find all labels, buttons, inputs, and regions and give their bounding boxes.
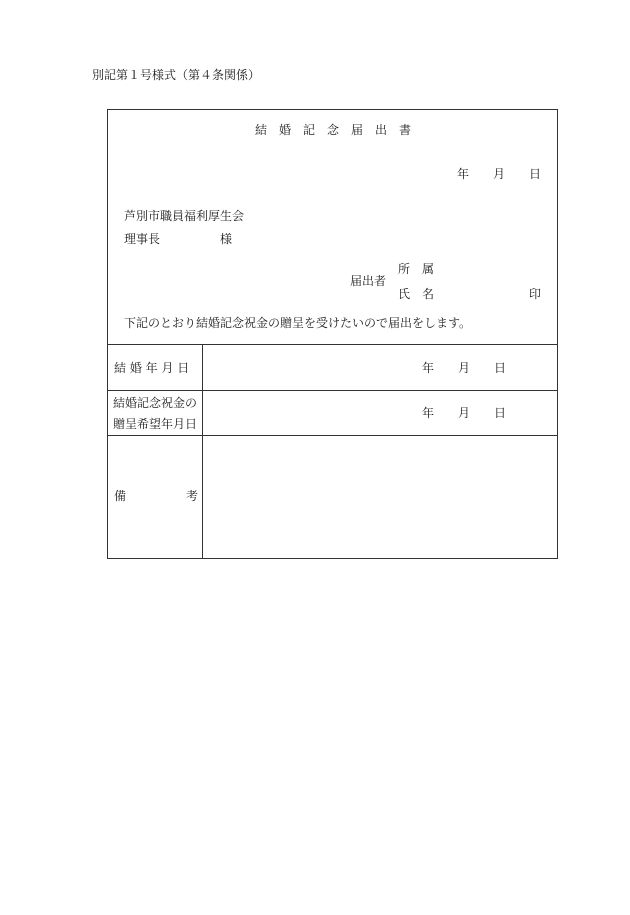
form-title: 結 婚 記 念 届 出 書: [255, 123, 412, 137]
seal-label: 印: [529, 287, 542, 301]
marriage-date-year: 年: [422, 361, 435, 375]
gift-date-label-line1: 結婚記念祝金の: [113, 396, 198, 410]
gift-date-year: 年: [422, 406, 435, 420]
remarks-label-right: 考: [186, 489, 199, 503]
date-year-label: 年: [457, 167, 470, 181]
applicant-label: 届出者: [350, 274, 387, 288]
recipient-org: 芦別市職員福利厚生会: [124, 209, 245, 223]
remarks-label-left: 備: [114, 489, 127, 503]
gift-date-month: 月: [458, 406, 471, 420]
marriage-date-label: 結 婚 年 月 日: [114, 361, 190, 375]
name-label: 氏 名: [398, 287, 435, 301]
recipient-honorific: 様: [220, 232, 233, 246]
marriage-date-day: 日: [494, 361, 507, 375]
date-month-label: 月: [493, 167, 506, 181]
table-column-divider: [202, 344, 203, 558]
statement-text: 下記のとおり結婚記念祝金の贈呈を受けたいので届出をします。: [124, 316, 472, 330]
table-divider-2: [107, 435, 558, 436]
affiliation-label: 所 属: [398, 262, 435, 276]
marriage-date-month: 月: [458, 361, 471, 375]
recipient-title: 理事長: [124, 232, 161, 246]
gift-date-label-line2: 贈呈希望年月日: [113, 417, 198, 431]
table-divider-top: [107, 344, 558, 345]
form-label: 別記第１号様式（第４条関係）: [92, 68, 261, 82]
gift-date-day: 日: [494, 406, 507, 420]
date-day-label: 日: [529, 167, 542, 181]
table-divider-1: [107, 390, 558, 391]
form-frame: [107, 109, 558, 559]
